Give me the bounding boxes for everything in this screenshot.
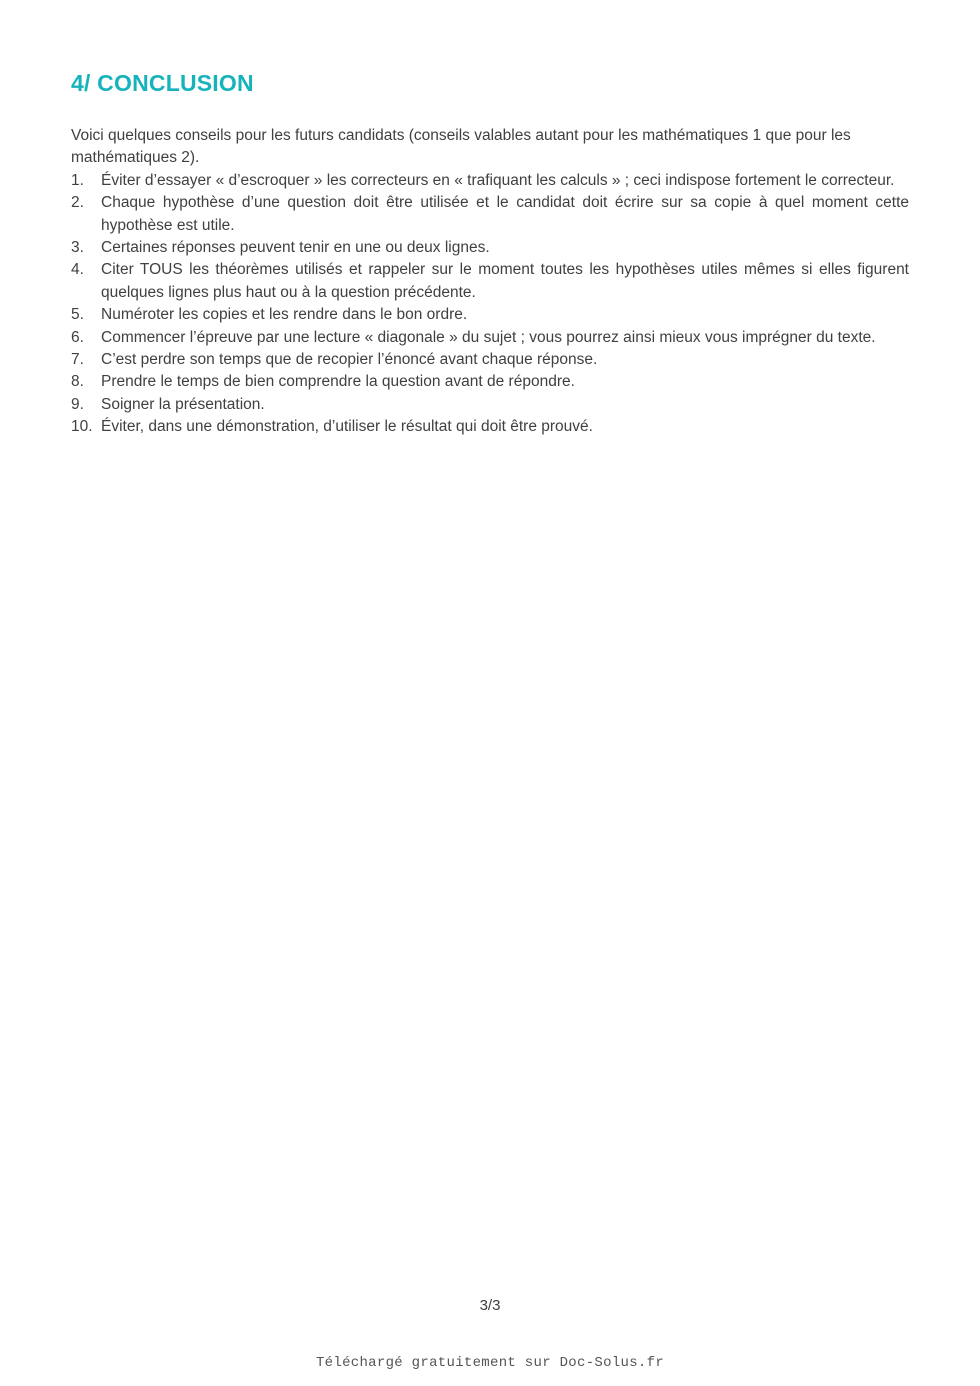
- advice-list: [71, 170, 909, 439]
- advice-item-2: [71, 192, 909, 237]
- conclusion-body: [71, 125, 909, 439]
- advice-number: 1.: [71, 171, 84, 189]
- advice-text: Prendre le temps de bien comprendre la question avant de répondre.: [101, 373, 575, 391]
- advice-text: Citer TOUS les théorèmes utilisés et rappeler sur le moment toutes les hypothèses utiles mêmes si elles figurent quelques lignes plus haut ou à la question précédente.: [101, 261, 909, 301]
- advice-item-1: [71, 170, 909, 192]
- advice-item-4: [71, 259, 909, 304]
- advice-item-8: [71, 371, 909, 393]
- advice-item-3: [71, 237, 909, 259]
- advice-text: Éviter, dans une démonstration, d’utiliser le résultat qui doit être prouvé.: [101, 418, 593, 436]
- download-footer: Téléchargé gratuitement sur Doc-Solus.fr: [315, 1355, 665, 1371]
- advice-number: 8.: [71, 373, 84, 391]
- advice-item-10: [71, 416, 909, 438]
- advice-item-5: [71, 304, 909, 326]
- advice-item-9: [71, 394, 909, 416]
- section-title: 4/ CONCLUSION: [71, 70, 254, 96]
- advice-text: Soigner la présentation.: [101, 395, 265, 413]
- advice-text: Certaines réponses peuvent tenir en une ou deux lignes.: [101, 239, 490, 257]
- advice-number: 6.: [71, 328, 84, 346]
- advice-text: Éviter d’essayer « d’escroquer » les correcteurs en « trafiquant les calculs » ; ceci indispose fortement le correcteur.: [101, 171, 895, 189]
- advice-number: 9.: [71, 395, 84, 413]
- intro-paragraph: Voici quelques conseils pour les futurs candidats (conseils valables autant pour les mathématiques 1 que pour les mathématiques 2).: [71, 127, 851, 167]
- advice-number: 5.: [71, 306, 84, 324]
- advice-number: 2.: [71, 194, 84, 212]
- advice-number: 7.: [71, 351, 84, 369]
- advice-text: Chaque hypothèse d’une question doit être utilisée et le candidat doit écrire sur sa copie à quel moment cette hypothèse est utile.: [101, 194, 909, 234]
- page-number: 3/3: [479, 1297, 501, 1314]
- advice-text: Numéroter les copies et les rendre dans le bon ordre.: [101, 306, 468, 324]
- advice-number: 3.: [71, 239, 84, 257]
- advice-text: Commencer l’épreuve par une lecture « diagonale » du sujet ; vous pourrez ainsi mieux vous imprégner du texte.: [101, 328, 876, 346]
- advice-number: 4.: [71, 261, 84, 279]
- advice-item-7: [71, 349, 909, 371]
- advice-item-6: [71, 327, 909, 349]
- advice-number: 10.: [71, 418, 93, 436]
- advice-text: C’est perdre son temps que de recopier l’énoncé avant chaque réponse.: [101, 351, 598, 369]
